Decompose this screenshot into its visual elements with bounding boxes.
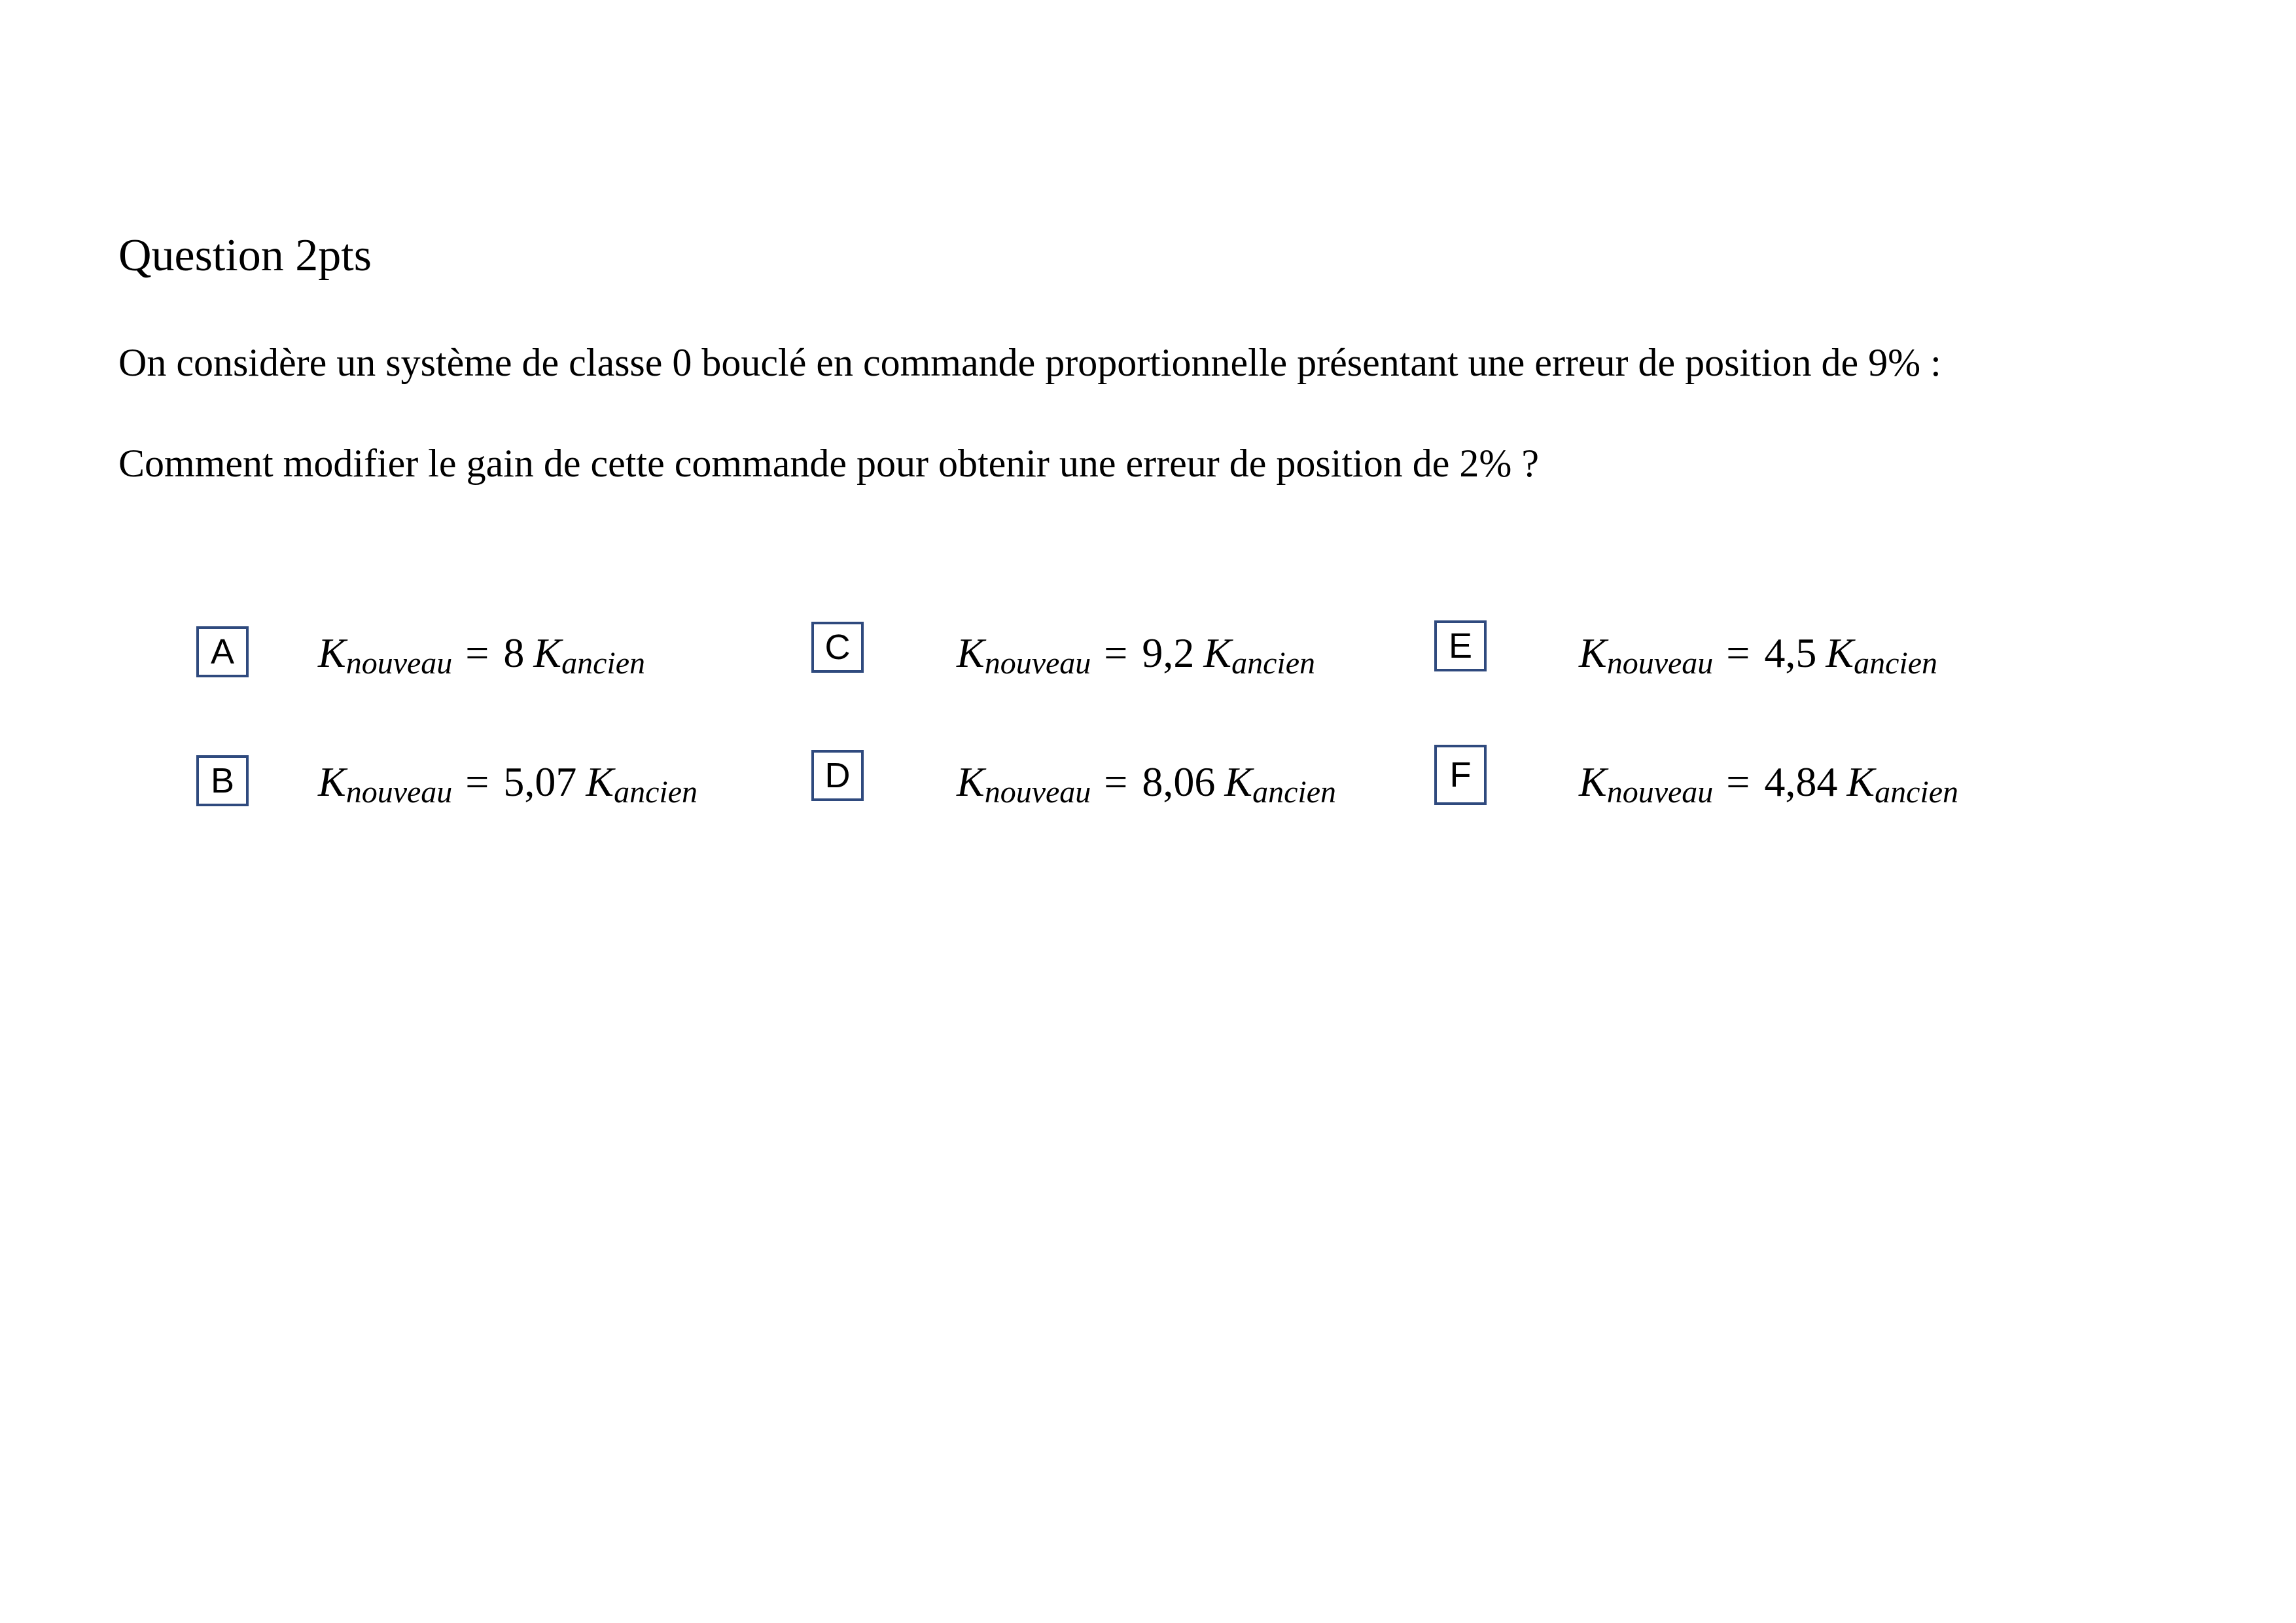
- coefficient: 4,5: [1764, 630, 1817, 676]
- subscript-nouveau: nouveau: [1606, 775, 1714, 810]
- subscript-ancien: ancien: [1252, 775, 1337, 810]
- equals-sign: =: [465, 630, 489, 676]
- k-symbol: K: [1579, 758, 1607, 805]
- k-symbol: K: [1846, 758, 1875, 805]
- k-symbol: K: [957, 630, 985, 676]
- choice-f-expression: [1579, 753, 1958, 812]
- choice-e-checkbox[interactable]: [1434, 620, 1487, 671]
- subscript-nouveau: nouveau: [345, 775, 453, 810]
- subscript-ancien: ancien: [1875, 775, 1959, 810]
- coefficient: 4,84: [1764, 758, 1838, 805]
- equals-sign: =: [1726, 758, 1750, 805]
- choice-e-expression: [1579, 624, 1937, 683]
- k-symbol: K: [1203, 630, 1232, 676]
- choice-a-letter: A: [210, 632, 235, 671]
- coefficient: 5,07: [503, 758, 577, 805]
- subscript-nouveau: nouveau: [345, 646, 453, 681]
- k-symbol: K: [1224, 758, 1253, 805]
- k-symbol: K: [586, 758, 614, 805]
- choice-b-checkbox[interactable]: [196, 755, 249, 806]
- choice-c-checkbox[interactable]: [811, 622, 864, 673]
- k-symbol: K: [1579, 630, 1607, 676]
- k-symbol: K: [318, 758, 346, 805]
- equals-sign: =: [1104, 758, 1128, 805]
- equals-sign: =: [465, 758, 489, 805]
- choice-f-letter: F: [1449, 755, 1472, 794]
- choice-e-letter: E: [1448, 626, 1473, 666]
- choice-d-checkbox[interactable]: [811, 750, 864, 801]
- coefficient: 9,2: [1142, 630, 1195, 676]
- subscript-nouveau: nouveau: [984, 646, 1091, 681]
- choice-a-checkbox[interactable]: [196, 626, 249, 677]
- k-symbol: K: [533, 630, 562, 676]
- coefficient: 8: [503, 630, 525, 676]
- equals-sign: =: [1104, 630, 1128, 676]
- subscript-ancien: ancien: [561, 646, 646, 681]
- choice-a-expression: [318, 624, 645, 683]
- subscript-nouveau: nouveau: [1606, 646, 1714, 681]
- choice-c-expression: [957, 624, 1315, 683]
- subscript-nouveau: nouveau: [984, 775, 1091, 810]
- choice-b-expression: [318, 753, 698, 812]
- equals-sign: =: [1726, 630, 1750, 676]
- k-symbol: K: [1826, 630, 1854, 676]
- k-symbol: K: [318, 630, 346, 676]
- choice-c-letter: C: [824, 628, 851, 667]
- subscript-ancien: ancien: [1231, 646, 1316, 681]
- k-symbol: K: [957, 758, 985, 805]
- choice-f-checkbox[interactable]: [1434, 745, 1487, 805]
- subscript-ancien: ancien: [614, 775, 698, 810]
- question-title: Question 2pts: [118, 230, 372, 281]
- choice-d-expression: [957, 753, 1336, 812]
- subscript-ancien: ancien: [1854, 646, 1938, 681]
- choice-b-letter: B: [210, 761, 235, 800]
- choice-d-letter: D: [824, 756, 851, 795]
- question-prompt: Comment modifier le gain de cette commande pour obtenir une erreur de position de 2% ?: [118, 442, 1539, 485]
- coefficient: 8,06: [1142, 758, 1216, 805]
- question-statement: On considère un système de classe 0 bouclé en commande proportionnelle présentant une erreur de position de 9% :: [118, 341, 1941, 384]
